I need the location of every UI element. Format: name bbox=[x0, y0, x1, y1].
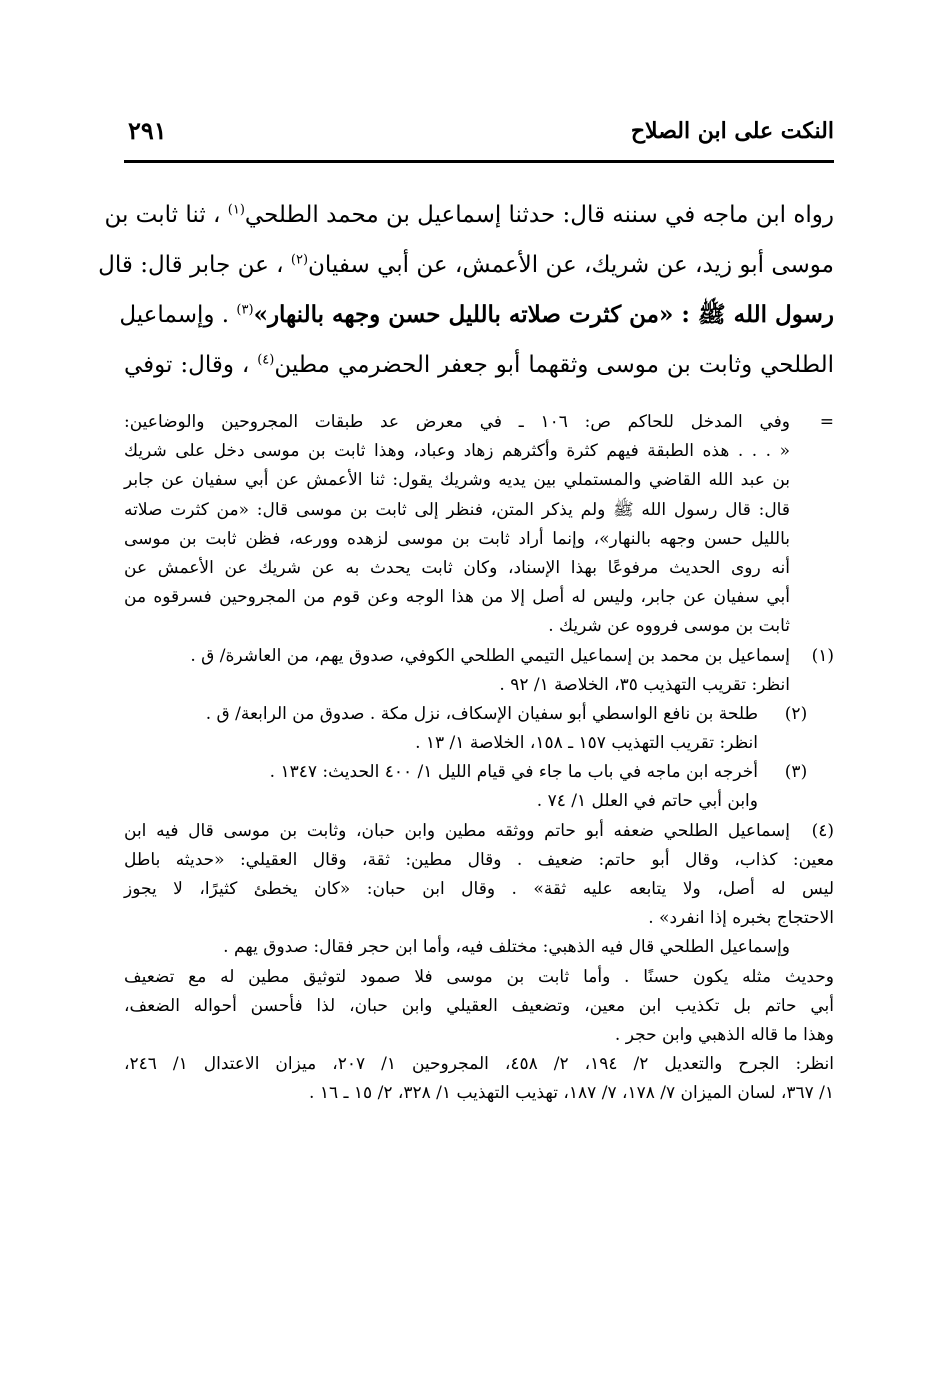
footnote-line bbox=[124, 408, 834, 437]
footnote-ref: (٢) bbox=[290, 252, 309, 268]
main-text-run: موسى أبو زيد، عن شريك، عن الأعمش، عن أبي سفيان bbox=[308, 252, 834, 278]
footnote-text: إسماعيل بن محمد بن إسماعيل التيمي الطلحي الكوفي، صدوق يهم، من العاشرة/ ق . bbox=[190, 645, 790, 666]
footnote-line: انظر: تقريب التهذيب ٣٥، الخلاصة ١/ ٩٢ . bbox=[499, 674, 790, 695]
footnote-text: أخرجه ابن ماجه في باب ما جاء في قيام الليل ١/ ٤٠٠ الحديث: ١٣٤٧ . bbox=[269, 762, 758, 783]
main-text-run: رواه ابن ماجه في سننه قال: حدثنا إسماعيل بن محمد الطلحي bbox=[244, 202, 834, 228]
footnote-ref: (٣) bbox=[236, 302, 254, 318]
footnote-number: (٤) bbox=[811, 820, 834, 841]
footnote-line: ليس له أصل، ولا يتابعه عليه ثقة» . وقال ابن حبان: «كان يخطئ كثيرًا، لا يجوز bbox=[124, 879, 834, 899]
main-line bbox=[124, 340, 834, 390]
footnote-line: أنه روى الحديث مرفوعًا بهذا الإسناد، وكان ثابت يحدث به عن شريك عن الأعمش عن bbox=[124, 557, 790, 578]
page-number: ٢٩١ bbox=[128, 116, 167, 145]
footnote-line: وهذا ما قاله الذهبي وابن حجر . bbox=[614, 1024, 834, 1045]
main-text-run: ، وقال: توفي bbox=[124, 352, 258, 378]
main-line bbox=[98, 240, 834, 290]
footnote-line: ١/ ٣٦٧، لسان الميزان ٧/ ١٧٨، ٧/ ١٨٧، تهذيب التهذيب ١/ ٣٢٨، ٢/ ١٥ ـ ١٦ . bbox=[309, 1083, 834, 1104]
footnote-number: (٣) bbox=[784, 762, 808, 783]
footnote-line: أبي حاتم بل تكذيب ابن معين، وتضعيف العقيلي وابن حبان، لذا فأحسن أحواله الضعف، bbox=[124, 995, 834, 1016]
continuation-marker: = bbox=[819, 412, 834, 432]
main-line bbox=[119, 290, 834, 340]
main-text-run: الطلحي وثابت بن موسى وثقهما أبو جعفر الحضرمي مطين bbox=[274, 352, 835, 378]
footnote-ref: (٤) bbox=[257, 352, 275, 368]
hadith-quote: رسول الله ﷺ : «من كثرت صلاته بالليل حسن وجهه بالنهار» bbox=[253, 301, 834, 328]
footnote-line bbox=[124, 700, 834, 729]
main-text-run: ، عن جابر قال: قال bbox=[98, 252, 291, 278]
footnote-number: (١) bbox=[811, 645, 834, 666]
footnote-ref: (١) bbox=[227, 202, 245, 218]
running-header bbox=[124, 116, 834, 158]
footnote-line: انظر: الجرح والتعديل ٢/ ١٩٤، ٢/ ٤٥٨، المجروحين ١/ ٢٠٧، ميزان الاعتدال ١/ ٢٤٦، bbox=[124, 1054, 835, 1075]
footnote-line: بن عبد الله القاضي والمستملي بين يديه وشريك يقول: ثنا الأعمش عن أبي سفيان عن جابر bbox=[124, 470, 790, 491]
footnote-line bbox=[124, 642, 834, 671]
main-text-run: ، ثنا ثابت بن bbox=[104, 202, 228, 228]
main-line bbox=[104, 190, 834, 240]
footnote-line: معين: كذاب، وقال أبو حاتم: ضعيف . وقال مطين: ثقة، وقال العقيلي: «حديثه باطل bbox=[124, 849, 834, 870]
footnote-line: قال: قال رسول الله ﷺ ولم يذكر المتن، فنظر إلى ثابت بن موسى قال: «من كثرت صلاته bbox=[124, 499, 790, 520]
footnote-line: الاحتجاج بخبره إذا انفرد» . bbox=[648, 908, 834, 929]
running-title: النكت على ابن الصلاح bbox=[630, 118, 834, 144]
footnote-line: انظر: تقريب التهذيب ١٥٧ ـ ١٥٨، الخلاصة ١/ ١٣ . bbox=[415, 733, 758, 754]
footnote-line: أبي سفيان عن جابر، وليس له أصل إلا من هذا الوجه وعن قوم من المجروحين فسرقوه من bbox=[124, 587, 790, 608]
footnote-line: ثابت بن موسى فرووه عن شريك . bbox=[548, 616, 790, 637]
header-rule bbox=[124, 160, 834, 163]
main-text bbox=[98, 190, 835, 390]
footnote-line bbox=[124, 758, 834, 787]
main-text-run: . وإسماعيل bbox=[119, 302, 237, 328]
footnote-line bbox=[124, 817, 834, 846]
footnote-line: وإسماعيل الطلحي قال فيه الذهبي: مختلف فيه، وأما ابن حجر فقال: صدوق يهم . bbox=[223, 937, 790, 958]
footnote-text: طلحة بن نافع الواسطي أبو سفيان الإسكاف، نزل مكة . صدوق من الرابعة/ ق . bbox=[205, 703, 758, 724]
footnote-number: (٢) bbox=[784, 703, 808, 724]
footnote-text: إسماعيل الطلحي ضعفه أبو حاتم ووثقه مطين وابن حبان، وثابت بن موسى قال فيه ابن bbox=[124, 820, 790, 841]
footnote-text: وفي المدخل للحاكم ص: ١٠٦ ـ في معرض عد طبقات المجروحين والوضاعين: bbox=[124, 412, 790, 432]
footnotes bbox=[124, 408, 834, 1109]
footnote-line: وابن أبي حاتم في العلل ١/ ٧٤ . bbox=[536, 791, 758, 812]
footnote-line: « . . . هذه الطبقة فيهم كثرة وأكثرهم زهاد وعباد، وهذا ثابت بن موسى دخل على شريك bbox=[124, 441, 790, 462]
footnote-line: بالليل حسن وجهه بالنهار»، وإنما أراد ثابت بن موسى لزهده وورعه، فظن ثابت بن موسى bbox=[124, 528, 790, 549]
footnote-line: وحديث مثله يكون حسنًا . وأما ثابت بن موسى فلا صمود لتوثيق مطين له مع تضعيف bbox=[124, 966, 834, 987]
